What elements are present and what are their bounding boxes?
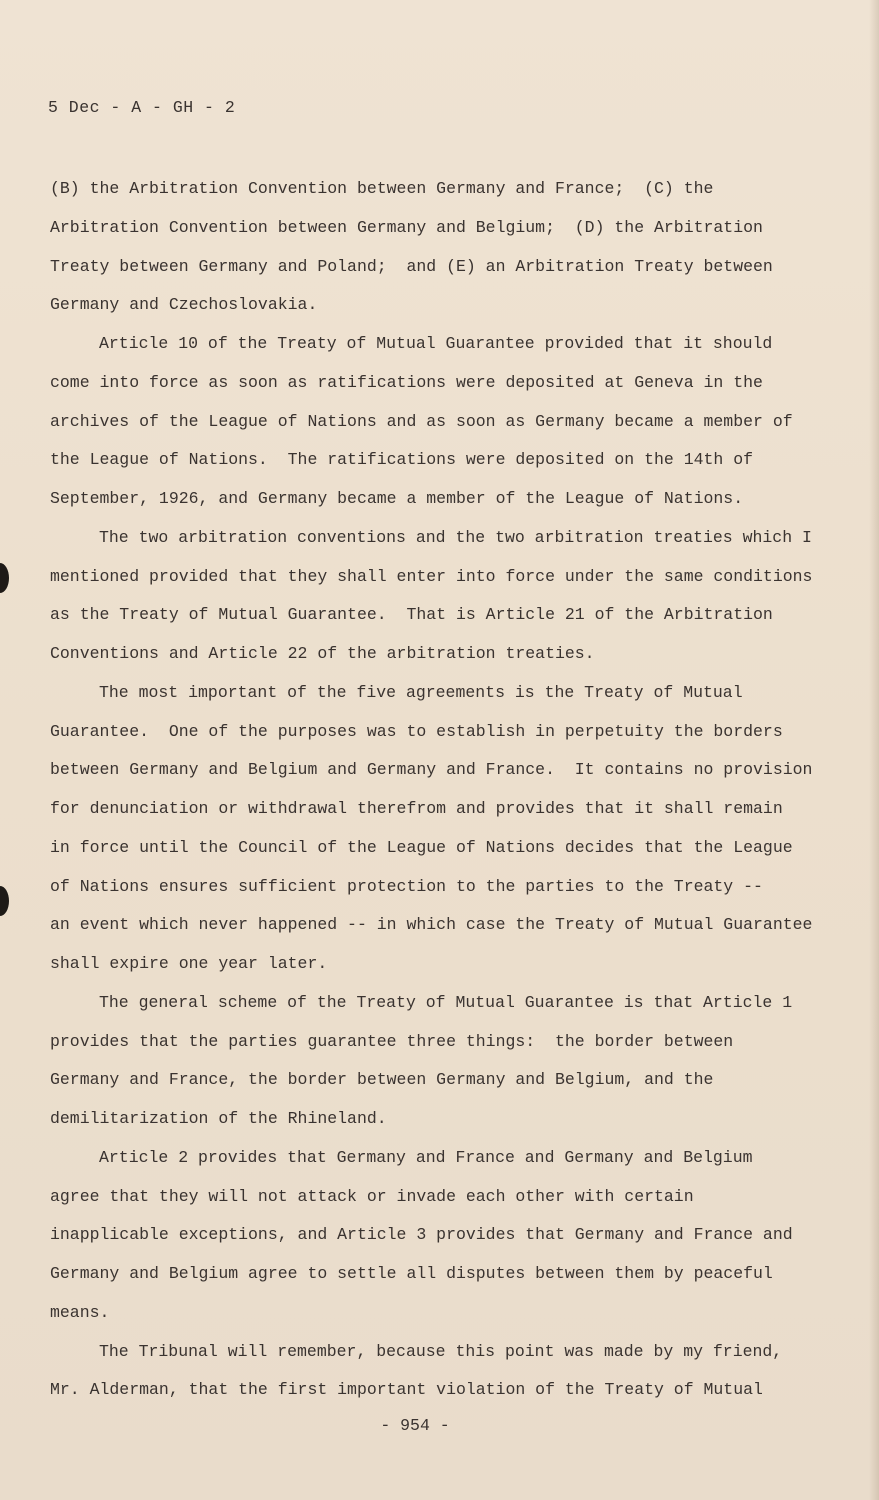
- text-line: for denunciation or withdrawal therefrom and provides that it shall remain: [50, 799, 783, 818]
- text-line: of Nations ensures sufficient protection to the parties to the Treaty --: [50, 876, 763, 896]
- text-line: September, 1926, and Germany became a member of the League of Nations.: [50, 489, 744, 508]
- text-line: The most important of the five agreements is the Treaty of Mutual: [99, 682, 743, 702]
- text-line: Article 10 of the Treaty of Mutual Guarantee provided that it should: [99, 334, 773, 353]
- text-line: Germany and Belgium agree to settle all disputes between them by peaceful: [50, 1264, 773, 1283]
- text-line: Mr. Alderman, that the first important violation of the Treaty of Mutual: [50, 1380, 763, 1400]
- paragraph: [50, 325, 820, 519]
- text-line: mentioned provided that they shall enter into force under the same conditions: [50, 566, 813, 586]
- text-line: Guarantee. One of the purposes was to establish in perpetuity the borders: [50, 721, 783, 741]
- text-line: between Germany and Belgium and Germany and France. It contains no provision: [50, 760, 813, 780]
- text-line: an event which never happened -- in which case the Treaty of Mutual Guarantee: [50, 915, 813, 935]
- page-header: 5 Dec - A - GH - 2: [48, 98, 236, 117]
- text-line: The general scheme of the Treaty of Mutual Guarantee is that Article 1: [99, 992, 793, 1012]
- paragraph: [50, 1333, 820, 1411]
- binder-hole-top: [0, 563, 9, 593]
- text-line: demilitarization of the Rhineland.: [50, 1109, 387, 1128]
- text-line: Germany and France, the border between Germany and Belgium, and the: [50, 1070, 714, 1090]
- text-line: Germany and Czechoslovakia.: [50, 295, 318, 315]
- text-line: the League of Nations. The ratifications were deposited on the 14th of: [50, 450, 754, 470]
- transcript-body: [50, 170, 820, 1410]
- page-number: - 954 -: [380, 1416, 450, 1435]
- paragraph: [50, 519, 820, 674]
- text-line: as the Treaty of Mutual Guarantee. That is Article 21 of the Arbitration: [50, 605, 773, 625]
- text-line: means.: [50, 1302, 110, 1322]
- text-line: (B) the Arbitration Convention between Germany and France; (C) the: [50, 179, 714, 198]
- text-line: archives of the League of Nations and as soon as Germany became a member of: [50, 411, 793, 431]
- paragraph: [50, 984, 820, 1139]
- text-line: come into force as soon as ratifications were deposited at Geneva in the: [50, 372, 763, 392]
- text-line: Conventions and Article 22 of the arbitration treaties.: [50, 644, 595, 663]
- text-line: inapplicable exceptions, and Article 3 provides that Germany and France and: [50, 1225, 793, 1245]
- text-line: The two arbitration conventions and the two arbitration treaties which I: [99, 527, 812, 547]
- paper-edge-shadow: [869, 0, 879, 1500]
- text-line: Arbitration Convention between Germany and Belgium; (D) the Arbitration: [50, 217, 763, 237]
- paragraph: [50, 1139, 820, 1333]
- text-line: shall expire one year later.: [50, 954, 328, 973]
- text-line: provides that the parties guarantee three things: the border between: [50, 1031, 734, 1051]
- text-line: agree that they will not attack or invade each other with certain: [50, 1186, 694, 1206]
- binder-hole-bottom: [0, 886, 9, 916]
- paragraph: [50, 170, 820, 325]
- text-line: The Tribunal will remember, because this point was made by my friend,: [99, 1341, 783, 1361]
- text-line: in force until the Council of the League of Nations decides that the League: [50, 837, 793, 857]
- text-line: Article 2 provides that Germany and France and Germany and Belgium: [99, 1147, 753, 1167]
- text-line: Treaty between Germany and Poland; and (E) an Arbitration Treaty between: [50, 256, 773, 276]
- paragraph: [50, 674, 820, 984]
